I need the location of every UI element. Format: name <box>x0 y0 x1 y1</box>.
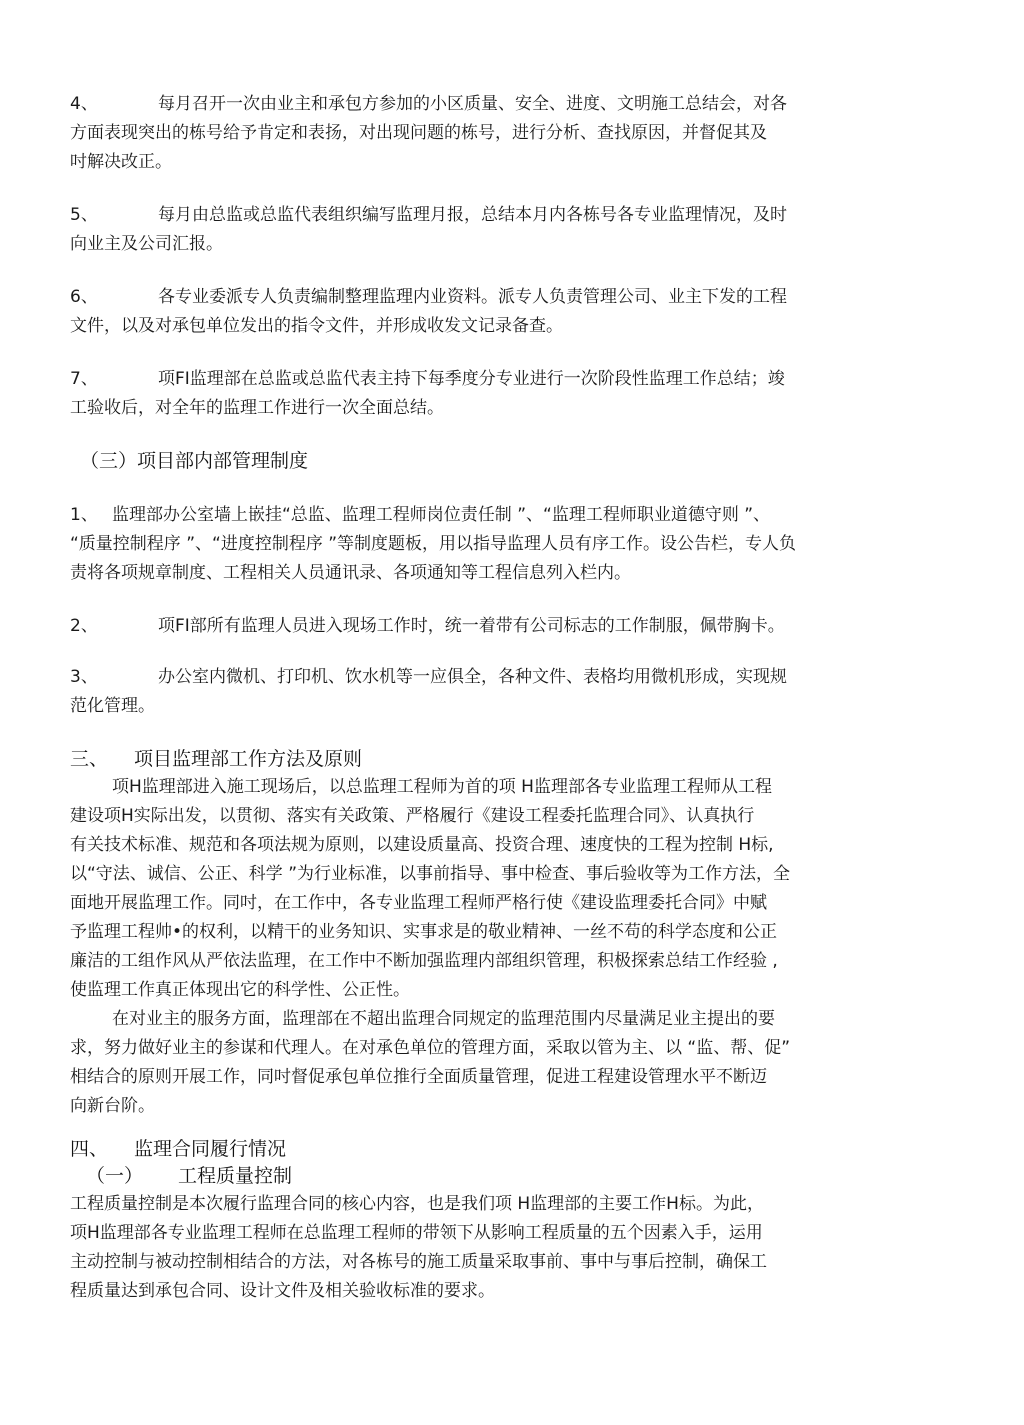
text-line: 求，努力做好业主的参谋和代理人。在对承色单位的管理方面，采取以管为主、以 “监、帮、促” <box>70 1038 791 1058</box>
item-number: 3、 <box>70 667 98 687</box>
text-line: 面地开展监理工作。同吋，在工作中，各专业监理工程师严格行使《建设监理委托合同》中赋 <box>70 893 767 913</box>
item-number: 2、 <box>70 616 98 636</box>
text-line: 在对业主的服务方面，监理部在不超出监理合同规定的监理范围内尽量满足业主提出的要 <box>112 1009 775 1029</box>
section-title: 监理合同履行情况 <box>134 1138 287 1160</box>
text-line: 工验收后，对全年的监理工作进行一次全面总结。 <box>70 398 444 418</box>
section-number: 四、 <box>70 1138 109 1160</box>
section-number: 三、 <box>70 748 109 770</box>
text-line: 范化管理。 <box>70 696 155 716</box>
item-number: 1、 <box>70 505 98 525</box>
text-line: 建设项H实际出发，以贯彻、落实有关政策、严格履行《建设工程委托监理合同》、认真执行 <box>70 806 755 826</box>
text-line: 主动控制与被动控制相结合的方法，对各栋号的施工质量采取事前、事中与事后控制，确保工 <box>70 1252 767 1272</box>
text-line: 责将各项规章制度、工程相关人员通讯录、各项通知等工程信息列入栏内。 <box>70 563 631 583</box>
item-number: 7、 <box>70 369 98 389</box>
subsection-number: （一） <box>86 1165 144 1187</box>
item-number: 4、 <box>70 94 98 114</box>
text-line: 文件，以及对承包单位发出的指令文件，并形成收发文记录备查。 <box>70 316 563 336</box>
section-title: 项目监理部工作方法及原则 <box>134 748 363 770</box>
text-line: 廉洁的工组作风从严依法监理，在工作中不断加强监理内部组织管理，积极探索总结工作经验 , <box>70 951 778 971</box>
text-line: 方面表现突出的栋号给予肯定和表扬，对出现问题的栋号，进行分析、查找原因，并督促其及 <box>70 123 767 143</box>
text-line: 工程质量控制是本次履行监理合同的核心内容，也是我们项 H监理部的主要工作H标。为此， <box>70 1194 764 1214</box>
text-line: 使监理工作真正体现出它的科学性、公正性。 <box>70 980 410 1000</box>
item-number: 6、 <box>70 287 98 307</box>
text-line: 项H监理部进入施工现场后，以总监理工程师为首的项 H监理部各专业监理工程师从工程 <box>112 777 772 797</box>
text-line: 项FI部所有监理人员进入现场工作时，统一着带有公司标志的工作制服，佩带胸卡。 <box>158 616 785 636</box>
text-line: 予监理工程帅•的权利，以精干的业务知识、实事求是的敬业精神、一丝不苟的科学态度和公正 <box>70 922 778 942</box>
text-line: 每月召开一次由业主和承包方参加的小区质量、安全、进度、文明施工总结会，对各 <box>158 94 787 114</box>
text-line: 各专业委派专人负责编制整理监理内业资料。派专人负责管理公司、业主下发的工程 <box>158 287 787 307</box>
text-line: 办公室内微机、打印机、饮水机等一应俱全，各种文件、表格均用微机形成，实现规 <box>158 667 787 687</box>
text-line: 每月由总监或总监代表组织编写监理月报，总结本月内各栋号各专业监理情况，及时 <box>158 205 787 225</box>
text-line: 监理部办公室墙上嵌挂“总监、监理工程师岗位责任制 ”、“监理工程师职业道德守则 ”、 <box>112 505 771 525</box>
subsection-title: 工程质量控制 <box>178 1165 293 1187</box>
text-line: 吋解决改正。 <box>70 152 172 172</box>
text-line: 有关技术标准、规范和各项法规为原则，以建设质量高、投资合理、速度快的工程为控制 H标, <box>70 835 774 855</box>
text-line: 相结合的原则开展工作，同吋督促承包单位推行全面质量管理，促进工程建设管理水平不断迈 <box>70 1067 767 1087</box>
item-number: 5、 <box>70 205 98 225</box>
text-line: 项FI监理部在总监或总监代表主持下每季度分专业进行一次阶段性监理工作总结；竣 <box>158 369 785 389</box>
text-line: 向业主及公司汇报。 <box>70 234 223 254</box>
text-line: 以“守法、诚信、公正、科学 ”为行业标准，以事前指导、事中检查、事后验收等为工作方法，全 <box>70 864 791 884</box>
text-line: 向新台阶。 <box>70 1096 155 1116</box>
text-line: “质量控制程序 ”、“进度控制程序 ”等制度题板，用以指导监理人员有序工作。设公告栏，专人负 <box>70 534 797 554</box>
text-line: 项H监理部各专业监理工程师在总监理工程师的带领下从影响工程质量的五个因素入手，运用 <box>70 1223 763 1243</box>
section-heading-internal-management: （三）项目部内部管理制度 <box>80 450 309 472</box>
text-line: 程质量达到承包合同、设计文件及相关验收标准的要求。 <box>70 1281 495 1301</box>
